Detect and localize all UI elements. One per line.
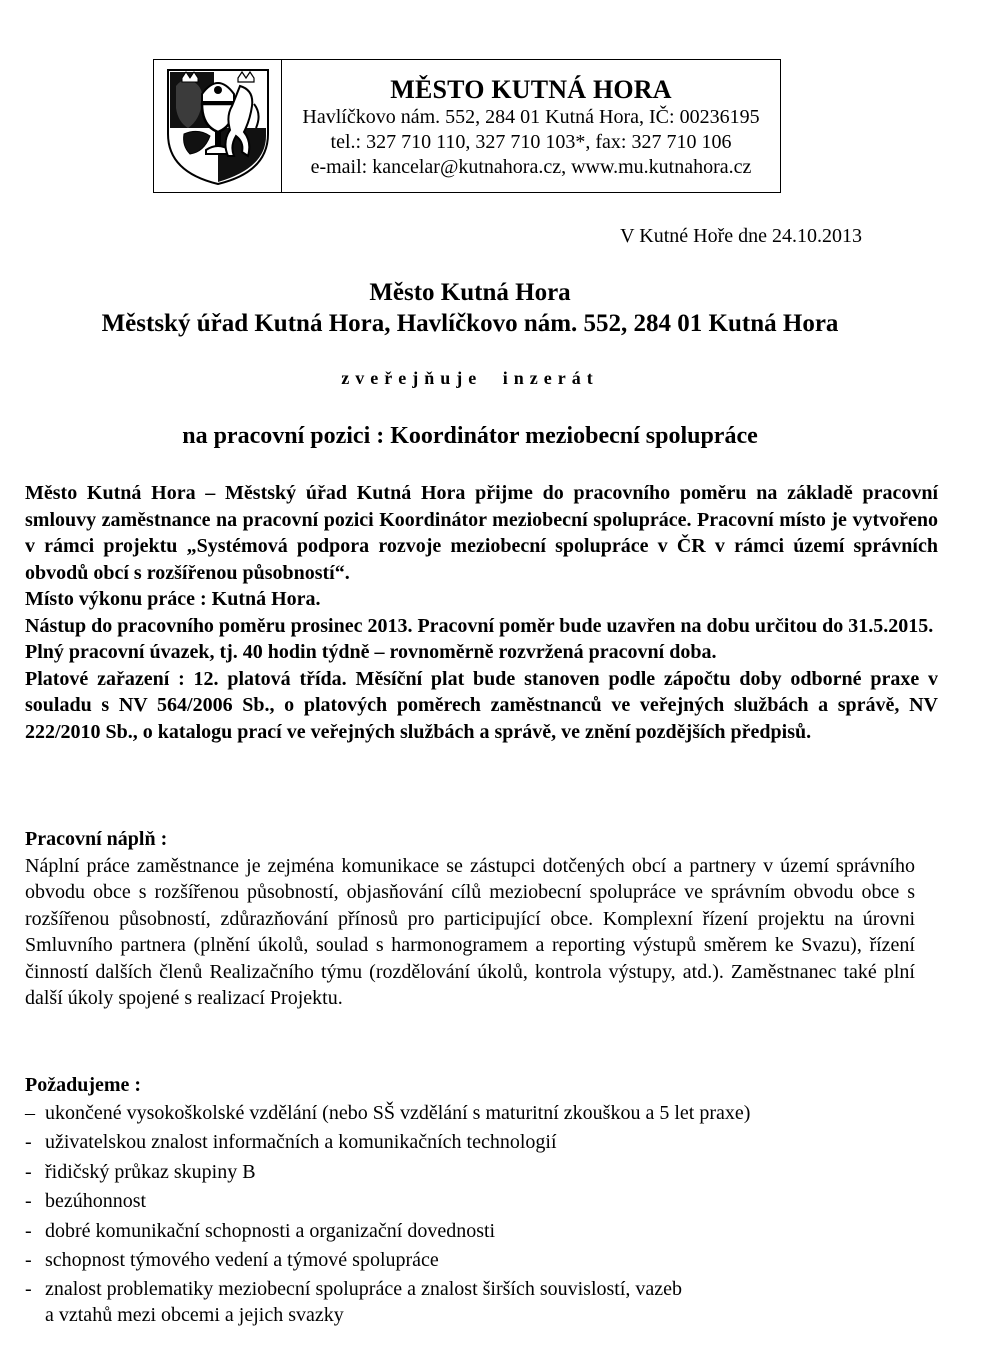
publishes-heading: zveřejňuje inzerát bbox=[341, 368, 599, 388]
letterhead bbox=[153, 59, 781, 193]
dash-bullet: – bbox=[25, 1101, 35, 1124]
letterhead-text bbox=[282, 60, 780, 192]
dash-bullet bbox=[25, 1302, 45, 1328]
duties-text: Náplní práce zaměstnance je zejména komunikace se zástupci dotčených obcí a partnery v území správního obvodu obce s rozšířenou působností, objasňování cílů meziobecní spolupráce ve správním obvodu obce s rozšířenou působností, zdůrazňování přínosů pro participující obce. Komplexní řízení projektu na úrovni Smluvního partnera (plnění úkolů, soulad s harmonogramem a reporting výstupů směrem ke Svazu), řízení činností dalších členů Realizačního týmu (rozdělování úkolů, kontrola výstupy, atd.). Zaměstnanec také plní další úkoly spojené s realizací Projektu. bbox=[25, 854, 915, 1009]
requirement-item bbox=[25, 1187, 915, 1217]
intro-paragraph: Plný pracovní úvazek, tj. 40 hodin týdně – rovnoměrně rozvržená pracovní doba. bbox=[25, 641, 717, 663]
requirements-heading: Požadujeme : bbox=[25, 1074, 142, 1096]
requirement-item bbox=[25, 1128, 915, 1158]
dash-bullet: - bbox=[25, 1160, 32, 1183]
city-address: Havlíčkovo nám. 552, 284 01 Kutná Hora, IČ: 00236195 bbox=[302, 105, 760, 128]
requirement-text: schopnost týmového vedení a týmové spolupráce bbox=[45, 1249, 439, 1271]
requirement-item bbox=[25, 1246, 915, 1276]
issuer-office: Městský úřad Kutná Hora, Havlíčkovo nám. 552, 284 01 Kutná Hora bbox=[101, 310, 839, 337]
requirement-text: bezúhonnost bbox=[45, 1190, 147, 1212]
document-date: V Kutné Hoře dne 24.10.2013 bbox=[620, 225, 862, 247]
city-phones: tel.: 327 710 110, 327 710 103*, fax: 327 710 106 bbox=[330, 130, 732, 153]
duties-heading: Pracovní náplň : bbox=[25, 828, 168, 850]
dash-bullet: - bbox=[25, 1131, 32, 1153]
intro-paragraph: Město Kutná Hora – Městský úřad Kutná Hora přijme do pracovního poměru na základě pracovní smlouvy zaměstnance na pracovní pozici Koordinátor meziobecní spolupráce. Pracovní místo je vytvořeno v rámci projektu „Systémová podpora rozvoje meziobecní spolupráce v ČR v rámci území správních obvodů obcí s rozšířenou působností“. bbox=[25, 482, 938, 584]
dash-bullet: - bbox=[25, 1249, 32, 1271]
requirement-text: uživatelskou znalost informačních a komunikačních technologií bbox=[45, 1131, 557, 1153]
requirement-text: řidičský průkaz skupiny B bbox=[45, 1160, 256, 1183]
city-contact: e-mail: kancelar@kutnahora.cz, www.mu.kutnahora.cz bbox=[310, 155, 752, 178]
city-title: MĚSTO KUTNÁ HORA bbox=[390, 74, 672, 104]
requirement-item bbox=[25, 1217, 915, 1247]
position-heading: na pracovní pozici : Koordinátor meziobecní spolupráce bbox=[182, 423, 758, 449]
intro-paragraph: Místo výkonu práce : Kutná Hora. bbox=[25, 588, 321, 610]
dash-bullet: - bbox=[25, 1277, 32, 1300]
intro-section bbox=[25, 480, 938, 745]
requirement-item-continuation bbox=[25, 1302, 915, 1328]
requirements-section bbox=[25, 1072, 915, 1328]
requirement-item bbox=[25, 1158, 915, 1188]
intro-paragraph: Platové zařazení : 12. platová třída. Měsíční plat bude stanoven podle zápočtu doby odborné praxe v souladu s NV 564/2006 Sb., o platových poměrech zaměstnanců ve veřejných službách a správě, NV 222/2010 Sb., o katalogu prací ve veřejných službách a správě, ve znění pozdějších předpisů. bbox=[25, 667, 938, 743]
requirement-text: znalost problematiky meziobecní spolupráce a znalost širších souvislostí, vazeb bbox=[45, 1277, 683, 1300]
requirement-item bbox=[25, 1276, 915, 1302]
dash-bullet: - bbox=[25, 1190, 32, 1212]
coat-of-arms-icon bbox=[162, 64, 274, 188]
requirement-text: ukončené vysokoškolské vzdělání (nebo SŠ vzdělání s maturitní zkouškou a 5 let praxe) bbox=[45, 1101, 751, 1124]
requirement-text: a vztahů mezi obcemi a jejich svazky bbox=[45, 1303, 344, 1326]
requirement-text: dobré komunikační schopnosti a organizační dovednosti bbox=[45, 1219, 496, 1242]
crest-cell bbox=[154, 60, 282, 192]
requirement-item bbox=[25, 1099, 915, 1129]
dash-bullet: - bbox=[25, 1219, 32, 1242]
requirements-list bbox=[25, 1099, 915, 1328]
intro-paragraph: Nástup do pracovního poměru prosinec 2013. Pracovní poměr bude uzavřen na dobu určitou do 31.5.2015. bbox=[25, 614, 934, 637]
duties-section bbox=[25, 826, 915, 1012]
issuer-name: Město Kutná Hora bbox=[369, 279, 571, 306]
